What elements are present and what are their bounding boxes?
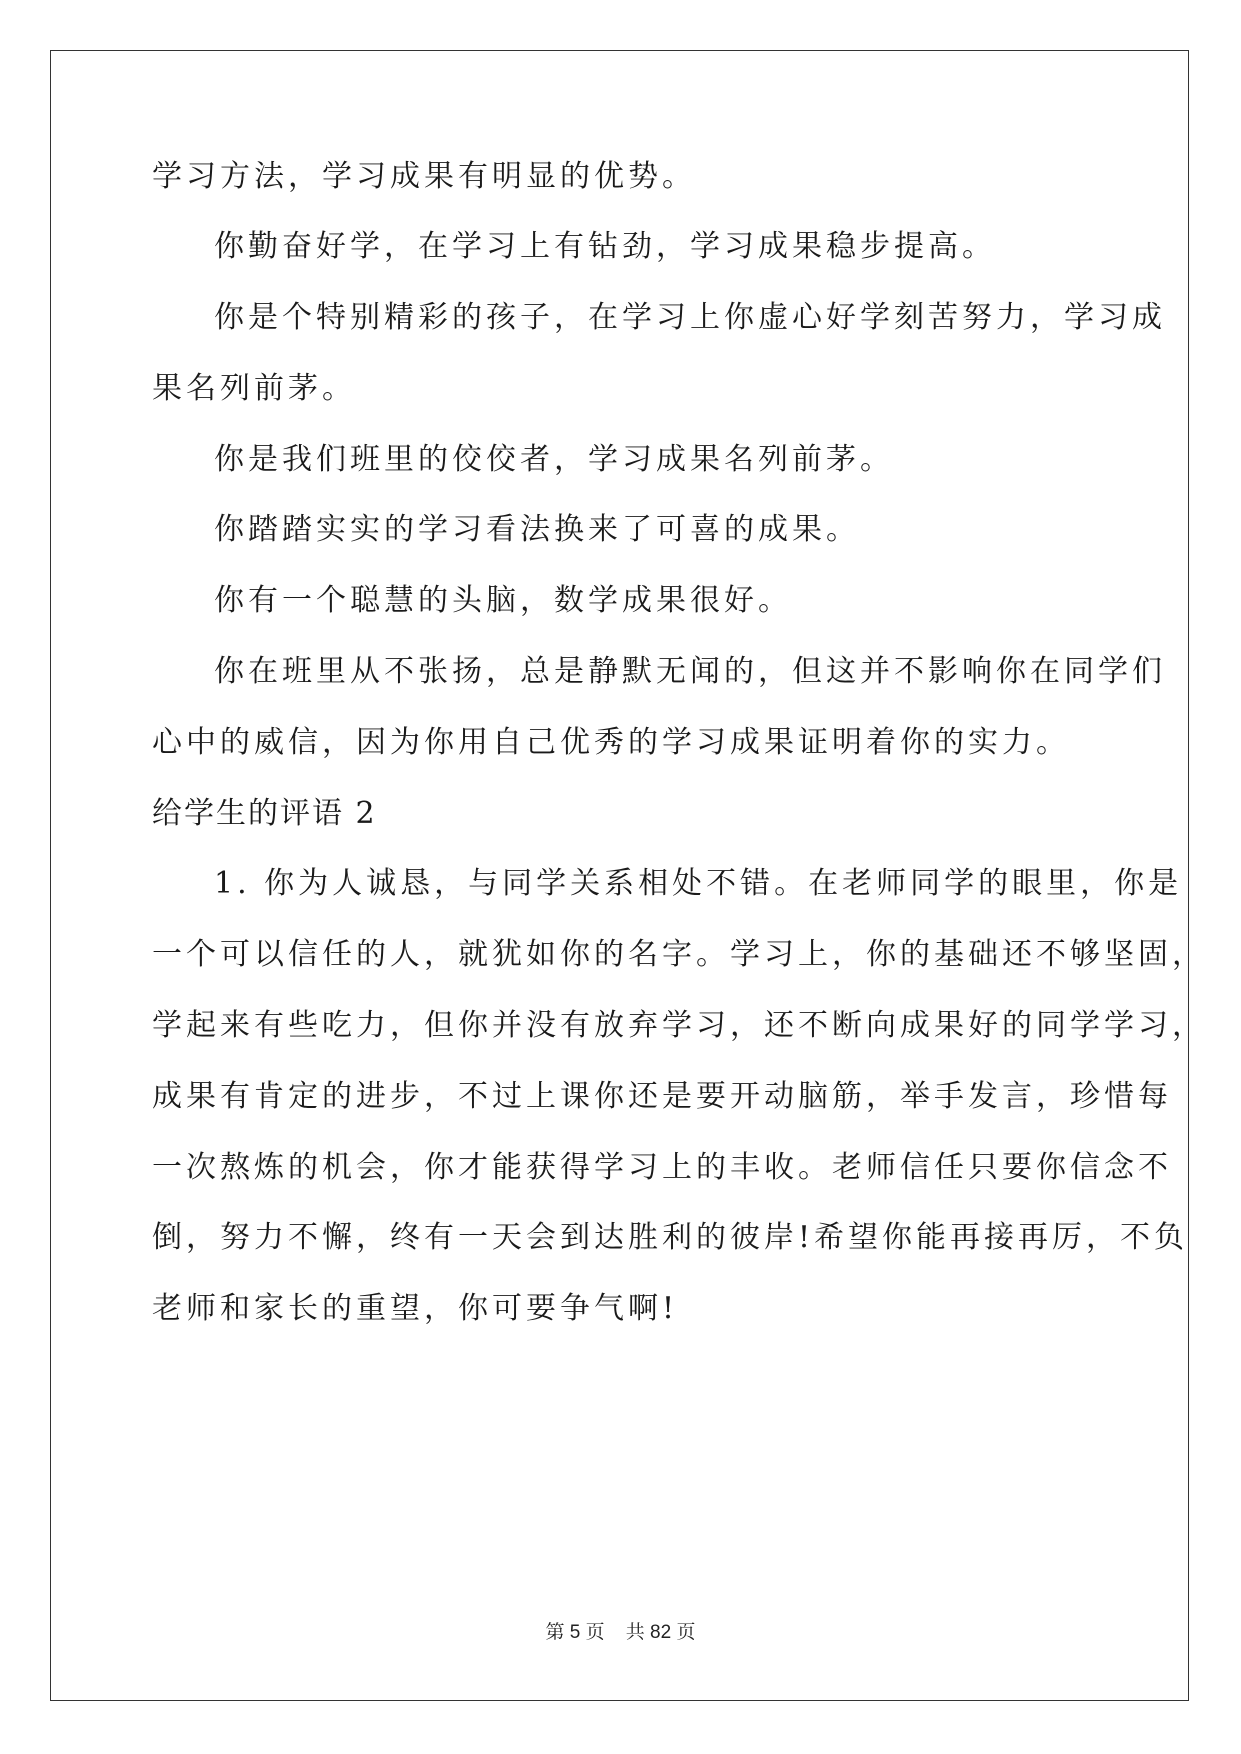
paragraph-line: 老师和家长的重望，你可要争气啊! — [152, 1291, 679, 1326]
section-heading: 给学生的评语 2 — [152, 796, 377, 831]
paragraph-line: 学习方法，学习成果有明显的优势。 — [152, 159, 696, 194]
paragraph-line: 果名列前茅。 — [152, 371, 356, 406]
paragraph-line: 你踏踏实实的学习看法换来了可喜的成果。 — [214, 512, 860, 547]
paragraph-line: 一次熬炼的机会，你才能获得学习上的丰收。老师信任只要你信念不 — [152, 1150, 1172, 1185]
paragraph-line: 1. 你为人诚恳，与同学关系相处不错。在老师同学的眼里，你是 — [214, 866, 1183, 901]
paragraph-line: 你勤奋好学，在学习上有钻劲，学习成果稳步提高。 — [214, 229, 996, 264]
paragraph-line: 你是个特别精彩的孩子，在学习上你虚心好学刻苦努力，学习成 — [214, 300, 1166, 335]
paragraph-line: 一个可以信任的人，就犹如你的名字。学习上，你的基础还不够坚固， — [152, 937, 1206, 972]
paragraph-line: 学起来有些吃力，但你并没有放弃学习，还不断向成果好的同学学习， — [152, 1008, 1206, 1043]
paragraph-line: 倒，努力不懈，终有一天会到达胜利的彼岸!希望你能再接再厉，不负 — [152, 1220, 1189, 1255]
paragraph-line: 心中的威信，因为你用自己优秀的学习成果证明着你的实力。 — [152, 725, 1070, 760]
paragraph-line: 你在班里从不张扬，总是静默无闻的，但这并不影响你在同学们 — [214, 654, 1166, 689]
paragraph-line: 成果有肯定的进步，不过上课你还是要开动脑筋，举手发言，珍惜每 — [152, 1079, 1172, 1114]
page-number-footer: 第 5 页 共 82 页 — [545, 1622, 696, 1643]
paragraph-line: 你有一个聪慧的头脑，数学成果很好。 — [214, 583, 792, 618]
paragraph-line: 你是我们班里的佼佼者，学习成果名列前茅。 — [214, 442, 894, 477]
